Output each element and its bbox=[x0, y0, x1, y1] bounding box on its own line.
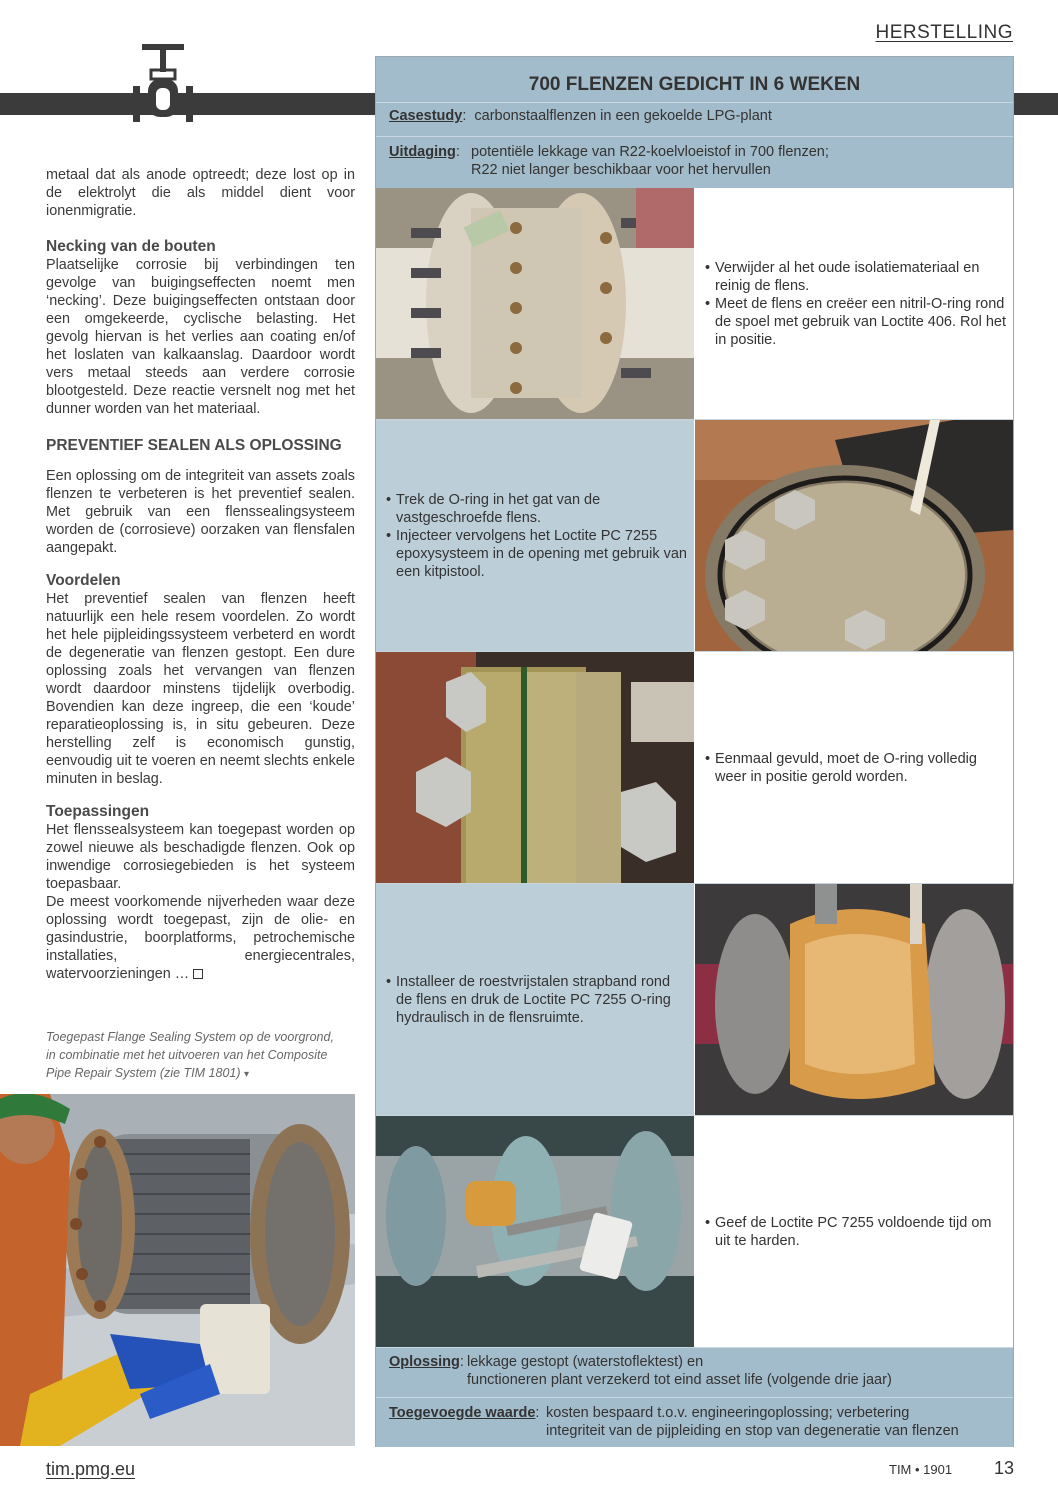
photo-step-5 bbox=[376, 1116, 694, 1347]
waarde-row bbox=[376, 1397, 1013, 1447]
oplossing-row bbox=[376, 1347, 1013, 1397]
waarde-line-2: integriteit van de pijpleiding en stop van degeneratie van flenzen bbox=[546, 1423, 959, 1439]
heading-sealing: PREVENTIEF SEALEN ALS OPLOSSING bbox=[46, 437, 342, 454]
step-3-bullet-1: • Eenmaal gevuld, moet de O-ring volledig weer in positie gerold worden. bbox=[705, 750, 1007, 786]
paragraph-toepassingen-2 bbox=[46, 893, 355, 983]
step-3-list bbox=[705, 750, 1007, 786]
oplossing-line-2: functioneren plant verzekerd tot eind asset life (volgende drie jaar) bbox=[467, 1372, 892, 1388]
paragraph-voordelen: Het preventief sealen van flenzen heeft natuurlijk een hele resem voordelen. Zo wordt het hele pijpleidingssysteem verbeterd en wordt de degeneratie van flenzen gestopt. Een dure oplossing zoals het vervangen van flenzen wordt daardoor minstens tijdelijk overbodig. Bovendien kan deze ingreep, die een ‘koude’ reparatieoplossing is, in situ gebeuren. Deze herstelling zelf is economisch gunstig, eenvoudig uit te voeren en neemt slechts enkele minuten in beslag. bbox=[46, 591, 355, 787]
casestudy-colon: : bbox=[462, 108, 467, 124]
footer-magazine: TIM • 1901 bbox=[889, 1462, 953, 1477]
photo-step-2 bbox=[695, 420, 1013, 651]
casestudy-row bbox=[376, 102, 1013, 136]
oplossing-label: Oplossing bbox=[389, 1354, 460, 1370]
photo-step-4 bbox=[695, 884, 1013, 1115]
step-1-list bbox=[705, 259, 1007, 349]
uitdaging-line-2: R22 niet langer beschikbaar voor het hervullen bbox=[471, 162, 771, 178]
paragraph-toepassingen-2-text: De meest voorkomende nijverheden waar deze oplossing wordt toegepast, zijn de olie- en gasindustrie, boorplatforms, petrochemische installaties, energiecentrales, watervoorzieningen … bbox=[46, 894, 355, 982]
caption-marker-icon: ▾ bbox=[244, 1069, 250, 1080]
photo-step-3 bbox=[376, 652, 694, 883]
header-pipe-bar-right bbox=[1014, 93, 1058, 115]
text-step-4 bbox=[376, 884, 694, 1115]
intro-paragraph: metaal dat als anode optreedt; deze lost op in de elektrolyt die als middel dient voor ionenmigratie. bbox=[46, 167, 355, 219]
text-step-3 bbox=[695, 652, 1013, 883]
oplossing-colon: : bbox=[459, 1354, 464, 1370]
step-1-bullet-2: • Meet de flens en creëer een nitril-O-ring rond de spoel met gebruik van Loctite 406. Rol het in positie. bbox=[705, 295, 1007, 349]
paragraph-toepassingen-1: Het flenssealsysteem kan toegepast worden op zowel nieuwe als beschadigde flenzen. Ook op inwendige corrosiegebieden is het systeem toepasbaar. bbox=[46, 822, 355, 892]
heading-necking: Necking van de bouten bbox=[46, 238, 216, 255]
oplossing-line-1: lekkage gestopt (waterstoflektest) en bbox=[467, 1354, 704, 1370]
photo-caption bbox=[46, 1028, 346, 1084]
case-panel bbox=[375, 56, 1014, 1447]
casestudy-value: carbonstaalflenzen in een gekoelde LPG-plant bbox=[474, 108, 772, 124]
waarde-line-1: kosten bespaard t.o.v. engineeringoplossing; verbetering bbox=[546, 1405, 910, 1421]
caption-text: Toegepast Flange Sealing System op de voorgrond, in combinatie met het uitvoeren van het Composite Pipe Repair System (zie TIM 1801) bbox=[46, 1030, 334, 1080]
step-2-list bbox=[386, 491, 688, 581]
waarde-label: Toegevoegde waarde bbox=[389, 1405, 536, 1421]
uitdaging-label: Uitdaging bbox=[389, 144, 456, 160]
heading-toepassingen: Toepassingen bbox=[46, 803, 150, 820]
casestudy-label: Casestudy bbox=[389, 108, 463, 124]
photo-step-1 bbox=[376, 188, 694, 419]
step-5-bullet-1: • Geef de Loctite PC 7255 voldoende tijd om uit te harden. bbox=[705, 1214, 1007, 1250]
waarde-colon: : bbox=[535, 1405, 540, 1421]
uitdaging-colon: : bbox=[455, 144, 460, 160]
text-step-2 bbox=[376, 420, 694, 651]
paragraph-sealing: Een oplossing om de integriteit van assets zoals flenzen te verbeteren is het preventief sealen. Met gebruik van een flenssealingsysteem worden de (corrosieve) oorzaken van flensfalen aangepakt. bbox=[46, 468, 355, 556]
step-5-list bbox=[705, 1214, 1007, 1250]
end-mark-icon bbox=[193, 969, 203, 979]
section-label: HERSTELLING bbox=[875, 22, 1013, 43]
text-step-5 bbox=[695, 1116, 1013, 1347]
case-title: 700 FLENZEN GEDICHT IN 6 WEKEN bbox=[376, 57, 1013, 102]
step-4-list bbox=[386, 973, 688, 1027]
uitdaging-row bbox=[376, 136, 1013, 188]
photo-composite-repair bbox=[0, 1094, 355, 1446]
step-2-bullet-1: • Trek de O-ring in het gat van de vastgeschroefde flens. bbox=[386, 491, 688, 527]
paragraph-necking: Plaatselijke corrosie bij verbindingen ten gevolge van buigingseffecten noemt men ‘necking’. Deze buigingseffecten ontstaan door een omgekeerde, cyclische belasting. Het gevolg hiervan is het verlies aan coating en/of het loslaten van kalkaanslag. Daardoor wordt vers metaal steeds aan verdere corrosie blootgesteld. Deze reactie versnelt nog met het dunner worden van het materiaal. bbox=[46, 257, 355, 417]
valve-icon bbox=[128, 42, 198, 124]
page-number: 13 bbox=[994, 1458, 1015, 1478]
heading-voordelen: Voordelen bbox=[46, 572, 121, 589]
step-1-bullet-1: • Verwijder al het oude isolatiemateriaal en reinig de flens. bbox=[705, 259, 1007, 295]
step-4-bullet-1: • Installeer de roestvrijstalen strapband rond de flens en druk de Loctite PC 7255 O-ring hydraulisch in de flensruimte. bbox=[386, 973, 688, 1027]
text-step-1 bbox=[695, 188, 1013, 419]
uitdaging-line-1: potentiële lekkage van R22-koelvloeistof in 700 flenzen; bbox=[471, 144, 829, 160]
footer-url-link[interactable]: tim.pmg.eu bbox=[46, 1459, 136, 1479]
left-column bbox=[46, 166, 355, 983]
step-2-bullet-2: • Injecteer vervolgens het Loctite PC 7255 epoxysysteem in de opening met gebruik van een kitpistool. bbox=[386, 527, 688, 581]
